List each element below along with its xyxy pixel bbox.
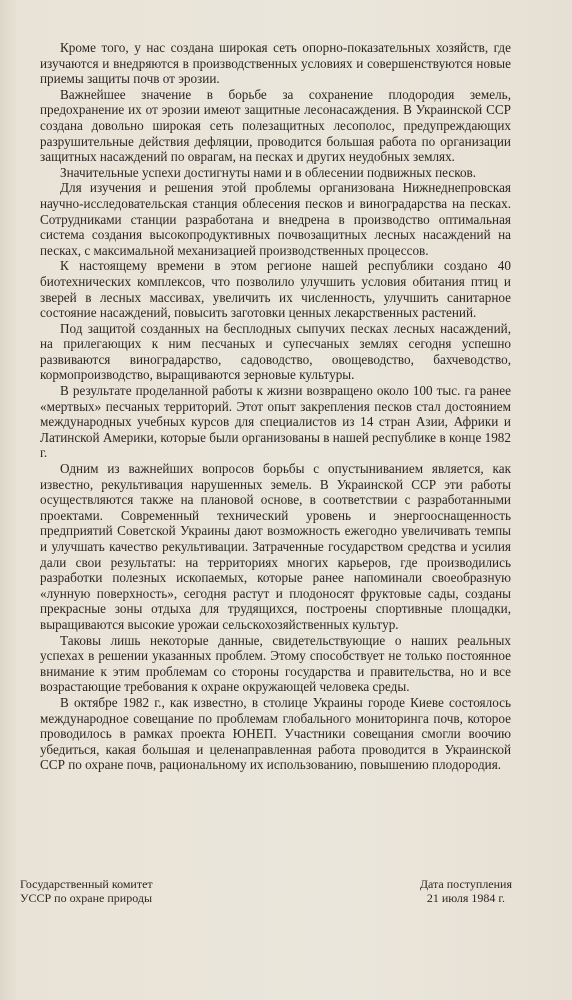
- author-organization: Государственный комитет УССР по охране природы: [20, 877, 153, 905]
- paragraph-7: В результате проделанной работы к жизни возвращено около 100 тыс. га ранее «мертвых» песчаных территорий. Этот опыт закрепления песков стал достоянием международных учебных курсов для специалистов из 14 стран Азии, Африки и Латинской Америки, которые были организованы в нашей республике в конце 1982 г.: [40, 383, 511, 461]
- paragraph-6: Под защитой созданных на бесплодных сыпучих песках лесных насаждений, на прилегающих к ним песчаных и супесчаных землях сегодня успешно развиваются виноградарство, садоводство, овощеводство, бахчеводство, кормопроизводство, выращиваются зерновые культуры.: [40, 320, 511, 383]
- paragraph-3: Значительные успехи достигнуты нами и в облесении подвижных песков.: [60, 164, 477, 180]
- paragraph-10: В октябре 1982 г., как известно, в столице Украины городе Киеве состоялось международное совещание по проблемам глобального мониторинга почв, которое проводилось в рамках проекта ЮНЕП. Участники совещания смогли воочию убедиться, какая большая и целенаправленная работа проводится в Украинской ССР по охране почв, рациональному их использованию, повышению плодородия.: [40, 694, 511, 773]
- paragraph-8: Одним из важнейших вопросов борьбы с опустыниванием является, как известно, рекультивация нарушенных земель. В Украинской ССР эти работы осуществляются также на плановой основе, в соответствии с разработанными проектами. Современный технический уровень и энергооснащенность предприятий Советской Украины дают возможность ежегодно увеличивать темпы и улучшать качество рекультивации. Затраченные государством средства и усилия дали свои результаты: на территориях многих карьеров, где производились разработки полезных ископаемых, которые ранее напоминали своеобразную «лунную поверхность», сегодня растут и плодоносят фруктовые сады, созданы прекрасные зоны отдыха для трудящихся, построены спортивные площадки, выращиваются высокие урожаи сельскохозяйственных культур.: [40, 461, 511, 632]
- paragraph-9: Таковы лишь некоторые данные, свидетельствующие о наших реальных успехах в решении указанных проблем. Этому способствует не только постоянное внимание к этим проблемам со стороны государства и правительства, но и все возрастающие требования к охране окружающей человека среды.: [40, 632, 511, 695]
- received-date: Дата поступления 21 июля 1984 г.: [419, 877, 512, 905]
- article-body: [40, 40, 511, 773]
- paragraph-4: Для изучения и решения этой проблемы организована Нижнеднепровская научно-исследовательская станция облесения песков и виноградарства на песках. Сотрудниками станции разработана и внедрена в производство оптимальная система создания высокопродуктивных почвозащитных лесных насаждений на песках, с максимальной механизацией производственных процессов.: [40, 180, 511, 258]
- paragraph-2: Важнейшее значение в борьбе за сохранение плодородия земель, предохранение их от эрозии имеют защитные лесонасаждения. В Украинской ССР создана довольно широкая сеть полезащитных лесополос, предупреждающих разрушительные действия дефляции, проводится большая работа по организации защитных насаждений по оврагам, на песках и других неудобных землях.: [40, 86, 511, 165]
- paragraph-5: К настоящему времени в этом регионе нашей республики создано 40 биотехнических комплексов, что позволило улучшить условия обитания птиц и зверей в лесных массивах, увеличить их численность, улучшить санитарное состояние насаждений, повысить заготовки ценных лекарственных растений.: [40, 258, 511, 321]
- paragraph-1: Кроме того, у нас создана широкая сеть опорно-показательных хозяйств, где изучаются и внедряются в производственных условиях и совершенствуются новые приемы защиты почв от эрозии.: [40, 40, 511, 87]
